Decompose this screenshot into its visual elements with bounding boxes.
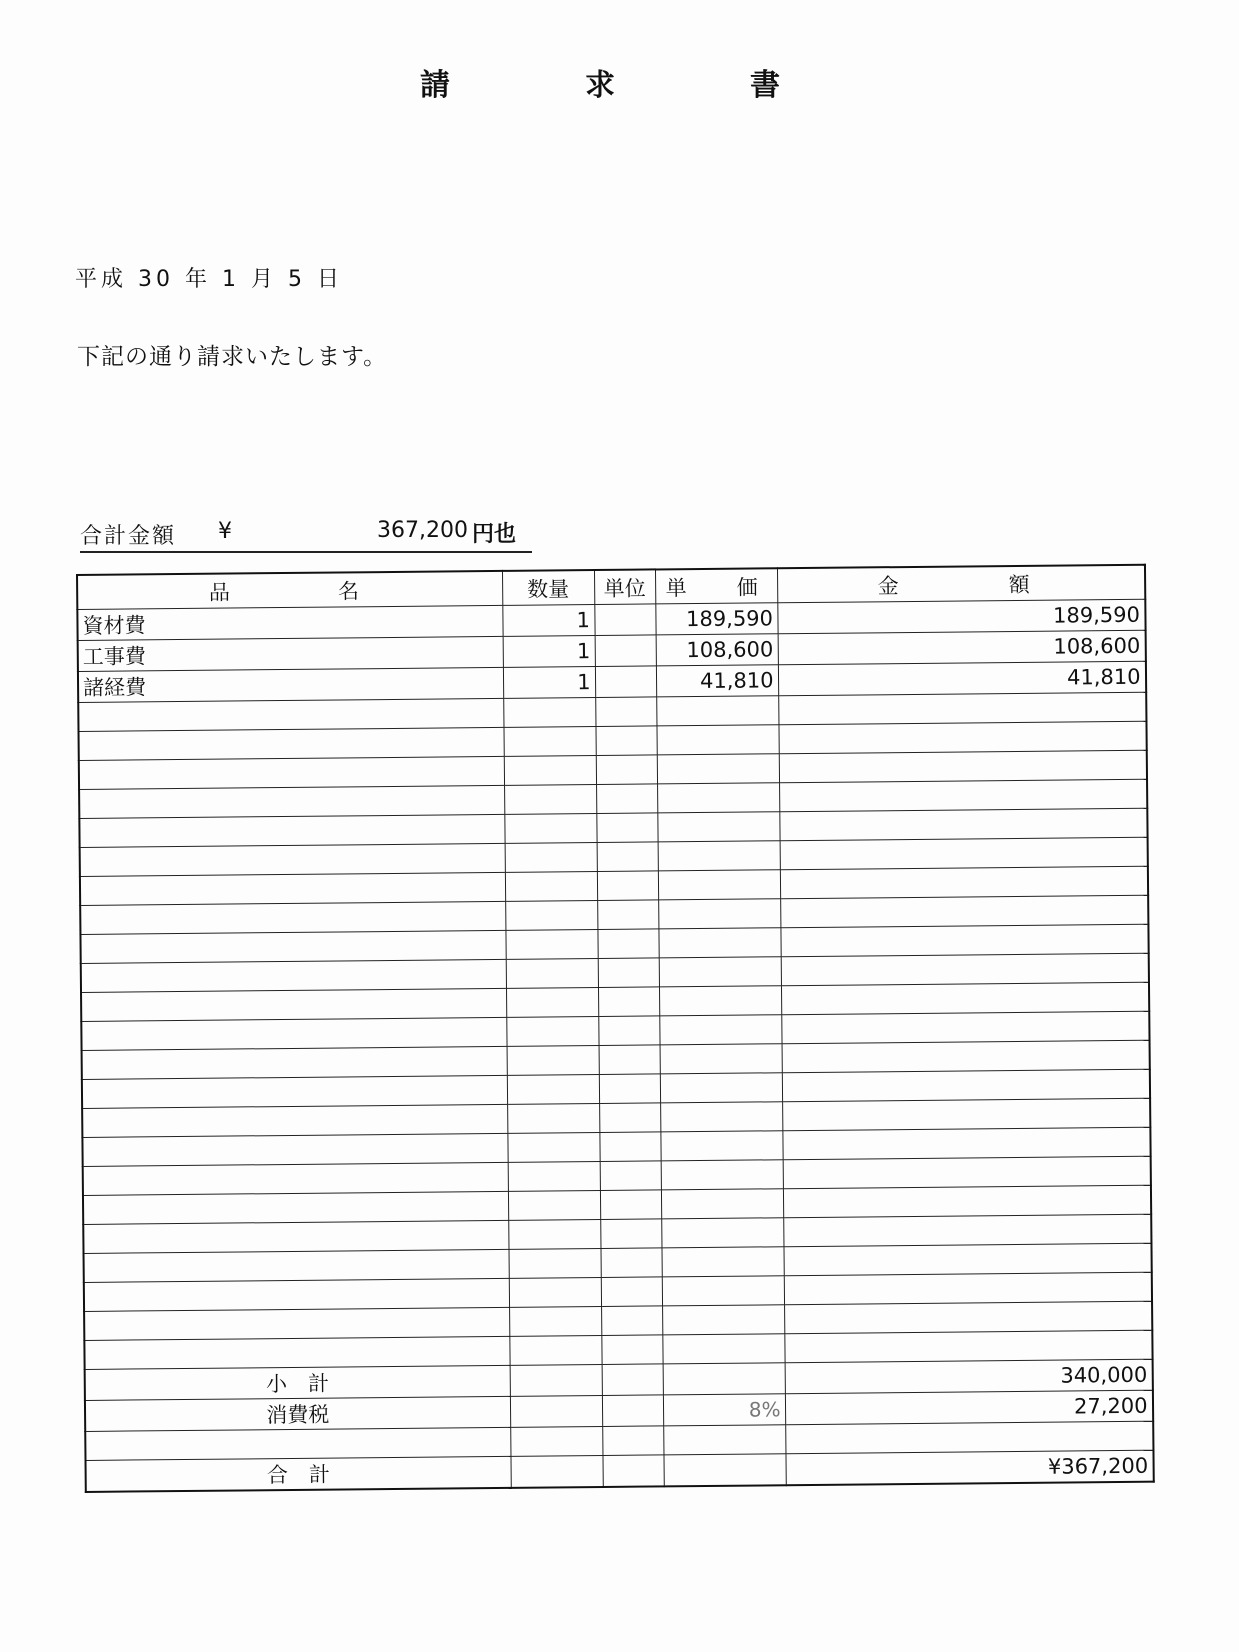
empty-cell: [661, 1189, 783, 1219]
empty-cell: [81, 988, 506, 1021]
empty-cell: [782, 1098, 1150, 1131]
subtotal-qty-cell: [510, 1364, 602, 1396]
empty-cell: [509, 1248, 601, 1278]
item-amount: 108,600: [778, 630, 1146, 665]
empty-cell: [509, 1335, 601, 1365]
empty-cell: [600, 1219, 661, 1249]
item-quantity: 1: [503, 667, 595, 699]
empty-cell: [781, 953, 1149, 986]
empty-cell: [784, 1330, 1152, 1363]
grand-total-label: 合 計: [86, 1456, 511, 1492]
spacer-cell: [663, 1425, 785, 1455]
spacer-cell: [510, 1426, 602, 1456]
empty-cell: [79, 756, 504, 789]
empty-cell: [83, 1220, 508, 1253]
item-name: 諸経費: [78, 667, 503, 702]
empty-cell: [780, 866, 1148, 899]
spacer-cell: [85, 1427, 510, 1460]
empty-cell: [656, 696, 778, 726]
title-char-3: 書: [750, 68, 780, 103]
empty-cell: [782, 1069, 1150, 1102]
empty-cell: [659, 1015, 781, 1045]
empty-cell: [595, 697, 656, 727]
empty-cell: [505, 930, 597, 960]
empty-cell: [661, 1247, 783, 1277]
subtotal-label: 小 計: [85, 1365, 510, 1400]
item-unit-price: 41,810: [656, 665, 778, 697]
empty-cell: [600, 1161, 661, 1191]
empty-cell: [504, 785, 596, 815]
item-unit-price: 189,590: [655, 603, 777, 635]
grand-total-unit-cell: [602, 1455, 663, 1487]
subtotal-price-cell: [663, 1363, 785, 1395]
empty-cell: [507, 1046, 599, 1076]
empty-cell: [784, 1272, 1152, 1305]
empty-cell: [600, 1190, 661, 1220]
empty-cell: [661, 1160, 783, 1190]
empty-cell: [662, 1276, 784, 1306]
empty-cell: [84, 1307, 509, 1340]
empty-cell: [84, 1336, 509, 1369]
empty-cell: [659, 986, 781, 1016]
empty-cell: [781, 1011, 1149, 1044]
empty-cell: [600, 1248, 661, 1278]
empty-cell: [508, 1219, 600, 1249]
empty-cell: [783, 1214, 1151, 1247]
empty-cell: [507, 1133, 599, 1163]
header-item-name: 品名: [77, 571, 502, 610]
tax-rate: 8%: [663, 1394, 785, 1426]
empty-cell: [506, 1017, 598, 1047]
empty-cell: [661, 1218, 783, 1248]
empty-cell: [82, 1133, 507, 1166]
subtotal-unit-cell: [602, 1364, 663, 1396]
empty-cell: [506, 988, 598, 1018]
empty-cell: [780, 837, 1148, 870]
empty-cell: [507, 1104, 599, 1134]
empty-cell: [601, 1335, 662, 1365]
empty-cell: [778, 692, 1146, 725]
empty-cell: [595, 726, 656, 756]
empty-cell: [505, 872, 597, 902]
empty-cell: [83, 1162, 508, 1195]
empty-cell: [660, 1102, 782, 1132]
empty-cell: [601, 1277, 662, 1307]
item-amount: 41,810: [778, 661, 1146, 696]
spacer-cell: [785, 1421, 1153, 1454]
empty-cell: [504, 814, 596, 844]
empty-cell: [504, 756, 596, 786]
empty-cell: [781, 982, 1149, 1015]
header-unit-price-b: 価: [736, 574, 758, 600]
empty-cell: [81, 1017, 506, 1050]
empty-cell: [596, 813, 657, 843]
empty-cell: [598, 958, 659, 988]
empty-cell: [658, 928, 780, 958]
empty-cell: [79, 727, 504, 760]
item-name: 資材費: [77, 605, 502, 640]
empty-cell: [778, 721, 1146, 754]
empty-cell: [782, 1040, 1150, 1073]
header-unit-price-a: 単: [665, 575, 687, 600]
empty-cell: [80, 930, 505, 963]
empty-cell: [596, 755, 657, 785]
empty-cell: [83, 1191, 508, 1224]
header-unit-price: [655, 568, 777, 604]
tax-unit-cell: [602, 1395, 663, 1427]
empty-cell: [658, 870, 780, 900]
empty-cell: [81, 959, 506, 992]
intro-text: 下記の通り請求いたします。: [77, 344, 388, 370]
total-amount-value: 367,200: [377, 518, 468, 543]
empty-cell: [658, 899, 780, 929]
item-unit: [595, 635, 656, 667]
empty-cell: [503, 727, 595, 757]
empty-cell: [780, 924, 1148, 957]
empty-cell: [508, 1162, 600, 1192]
grand-total-price-cell: [663, 1454, 785, 1487]
tax-qty-cell: [510, 1395, 602, 1427]
grand-total-qty-cell: [510, 1455, 602, 1487]
empty-cell: [599, 1074, 660, 1104]
empty-cell: [601, 1306, 662, 1336]
total-currency: ¥: [218, 519, 232, 544]
empty-cell: [659, 957, 781, 987]
empty-cell: [509, 1277, 601, 1307]
empty-cell: [598, 1016, 659, 1046]
tax-label: 消費税: [85, 1396, 510, 1431]
total-amount-line: [80, 515, 532, 553]
empty-cell: [779, 750, 1147, 783]
empty-cell: [782, 1127, 1150, 1160]
empty-cell: [84, 1278, 509, 1311]
empty-cell: [662, 1305, 784, 1335]
empty-cell: [660, 1044, 782, 1074]
grand-total-amount: ¥367,200: [785, 1450, 1153, 1485]
empty-cell: [82, 1104, 507, 1137]
empty-cell: [82, 1075, 507, 1108]
empty-cell: [79, 814, 504, 847]
empty-cell: [79, 785, 504, 818]
item-unit: [594, 604, 655, 636]
empty-cell: [78, 698, 503, 731]
item-unit: [595, 666, 656, 698]
empty-cell: [80, 901, 505, 934]
empty-cell: [597, 900, 658, 930]
empty-cell: [598, 987, 659, 1017]
empty-cell: [657, 754, 779, 784]
issue-date: 平成 30 年 1 月 5 日: [75, 267, 343, 292]
empty-cell: [507, 1075, 599, 1105]
empty-cell: [660, 1131, 782, 1161]
empty-cell: [597, 842, 658, 872]
empty-cell: [82, 1046, 507, 1079]
empty-cell: [657, 812, 779, 842]
empty-cell: [80, 872, 505, 905]
empty-cell: [596, 784, 657, 814]
item-name: 工事費: [78, 636, 503, 671]
total-amount-suffix: 円也: [472, 522, 517, 547]
empty-cell: [780, 895, 1148, 928]
item-quantity: 1: [502, 605, 594, 637]
total-amount-label: 合計金額: [80, 524, 177, 549]
empty-cell: [599, 1103, 660, 1133]
title-char-1: 請: [420, 68, 450, 103]
empty-cell: [784, 1301, 1152, 1334]
empty-cell: [657, 783, 779, 813]
empty-cell: [80, 843, 505, 876]
invoice-table-wrapper: [76, 564, 1154, 1493]
item-unit-price: 108,600: [656, 634, 778, 666]
empty-cell: [660, 1073, 782, 1103]
empty-cell: [656, 725, 778, 755]
invoice-table: [76, 564, 1154, 1493]
empty-cell: [783, 1156, 1151, 1189]
spacer-cell: [602, 1426, 663, 1456]
header-amount: 金額: [777, 565, 1145, 603]
item-quantity: 1: [503, 636, 595, 668]
empty-cell: [779, 779, 1147, 812]
empty-cell: [599, 1045, 660, 1075]
empty-cell: [662, 1334, 784, 1364]
document-title: [420, 60, 780, 104]
empty-cell: [505, 843, 597, 873]
empty-cell: [597, 871, 658, 901]
empty-cell: [658, 841, 780, 871]
empty-cell: [505, 901, 597, 931]
empty-cell: [783, 1243, 1151, 1276]
empty-cell: [506, 959, 598, 989]
tax-amount: 27,200: [785, 1390, 1153, 1425]
title-char-2: 求: [585, 68, 615, 103]
header-quantity: 数量: [502, 570, 594, 605]
subtotal-amount: 340,000: [785, 1359, 1153, 1394]
empty-cell: [84, 1249, 509, 1282]
header-unit: 単位: [594, 569, 655, 604]
empty-cell: [599, 1132, 660, 1162]
empty-cell: [597, 929, 658, 959]
empty-cell: [779, 808, 1147, 841]
empty-cell: [508, 1190, 600, 1220]
empty-cell: [509, 1306, 601, 1336]
empty-cell: [783, 1185, 1151, 1218]
empty-cell: [503, 698, 595, 728]
item-amount: 189,590: [777, 599, 1145, 634]
